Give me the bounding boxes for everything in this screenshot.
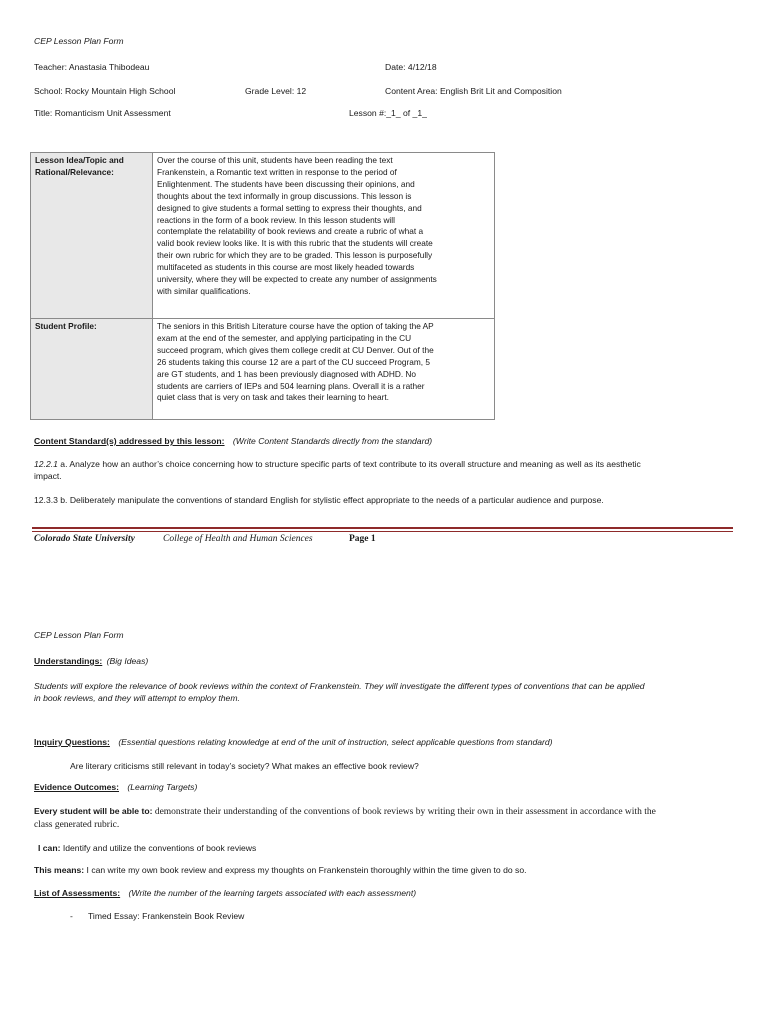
row-label: Student Profile: xyxy=(31,319,153,420)
grade-level-field: Grade Level: 12 xyxy=(245,86,307,96)
assessment-item: Timed Essay: Frankenstein Book Review xyxy=(88,911,245,921)
teacher-field: Teacher: Anastasia Thibodeau xyxy=(34,62,150,72)
content-standards-heading: Content Standard(s) addressed by this lesson: xyxy=(34,436,225,446)
form-title: CEP Lesson Plan Form xyxy=(34,36,124,46)
footer-page-number: Page 1 xyxy=(349,534,376,544)
lesson-number-field: Lesson #:_1_ of _1_ xyxy=(349,108,427,118)
row-text: The seniors in this British Literature course have the option of taking the AP exam at the end of the semester, and applying participating in the CU succeed program, which gives them college credit at CU Denver. Out of the 26 students taking this course 12 are a part of the CU succeed Program, 5 are GT students, and 1 has been previously diagnosed with ADHD. No students are carriers of IEPs and 504 learning plans. Overall it is a rather quiet class that is very on task and takes their learning to heart. xyxy=(153,319,495,420)
assessment-bullet: - xyxy=(70,911,73,921)
every-student-statement: Every student will be able to: demonstrate their understanding of the conventions of book reviews by writing their own in their assessment in accordance with the class generated rubric. xyxy=(34,806,656,830)
content-area-field: Content Area: English Brit Lit and Composition xyxy=(385,86,562,96)
footer-rule-thin xyxy=(32,531,733,532)
date-field: Date: 4/12/18 xyxy=(385,62,437,72)
evidence-heading-line xyxy=(34,782,197,792)
footer-rule xyxy=(32,527,733,529)
footer-university: Colorado State University xyxy=(34,534,135,544)
inquiry-heading-line xyxy=(34,737,553,747)
footer-college: College of Health and Human Sciences xyxy=(163,534,313,544)
evidence-note: (Learning Targets) xyxy=(127,782,198,792)
table-row xyxy=(31,319,495,420)
standard-2: 12.3.3 b. Deliberately manipulate the conventions of standard English for stylistic effect appropriate to the needs of a particular audience and purpose. xyxy=(34,495,604,505)
inquiry-note: (Essential questions relating knowledge at end of the unit of instruction, select applicable questions from standard) xyxy=(118,737,553,747)
standard-1: 12.2.1 a. Analyze how an author’s choice concerning how to structure specific parts of text contribute to its overall structure and meaning as well as its aesthetic impact. xyxy=(34,459,641,481)
understandings-text: Students will explore the relevance of book reviews within the context of Frankenstein. They will investigate the different types of conventions that can be applied in book reviews, and they will attempt to employ them. xyxy=(34,681,645,703)
lesson-info-table xyxy=(30,152,495,420)
inquiry-questions: Are literary criticisms still relevant in today’s society? What makes an effective book review? xyxy=(70,761,419,771)
this-means-statement: This means: I can write my own book review and express my thoughts on Frankenstein thoroughly within the time given to do so. xyxy=(34,865,527,875)
understandings-heading: Understandings: xyxy=(34,656,103,666)
content-standards-note: (Write Content Standards directly from the standard) xyxy=(232,436,433,446)
inquiry-heading: Inquiry Questions: xyxy=(34,737,110,747)
content-standards-heading-line xyxy=(34,436,432,446)
assessments-heading: List of Assessments: xyxy=(34,888,121,898)
i-can-statement: I can: Identify and utilize the conventions of book reviews xyxy=(38,843,257,853)
understandings-note: (Big Ideas) xyxy=(106,656,149,666)
table-row xyxy=(31,153,495,319)
form-title-page2: CEP Lesson Plan Form xyxy=(34,630,124,640)
school-field: School: Rocky Mountain High School xyxy=(34,86,176,96)
row-label: Lesson Idea/Topic and Rational/Relevance: xyxy=(31,153,153,319)
row-text: Over the course of this unit, students have been reading the text Frankenstein, a Romantic text written in response to the period of Enlightenment. The students have been discussing their opinions, and thoughts about the text informally in group discussions. This lesson is designed to give students a formal setting to express their thoughts, and reactions in the form of a book review. In this lesson students will contemplate the relatability of book reviews and create a rubric of what a valid book review looks like. It is with this rubric that the students will create their own rubric for which they are to be graded. This lesson is purposefully multifaceted as students in this course are most likely headed towards university, where they will be expected to create any number of assignments with similar qualifications. xyxy=(153,153,495,319)
evidence-heading: Evidence Outcomes: xyxy=(34,782,120,792)
understandings-heading-line xyxy=(34,656,148,666)
title-field: Title: Romanticism Unit Assessment xyxy=(34,108,171,118)
assessments-note: (Write the number of the learning targets associated with each assessment) xyxy=(128,888,417,898)
assessments-heading-line xyxy=(34,888,416,898)
